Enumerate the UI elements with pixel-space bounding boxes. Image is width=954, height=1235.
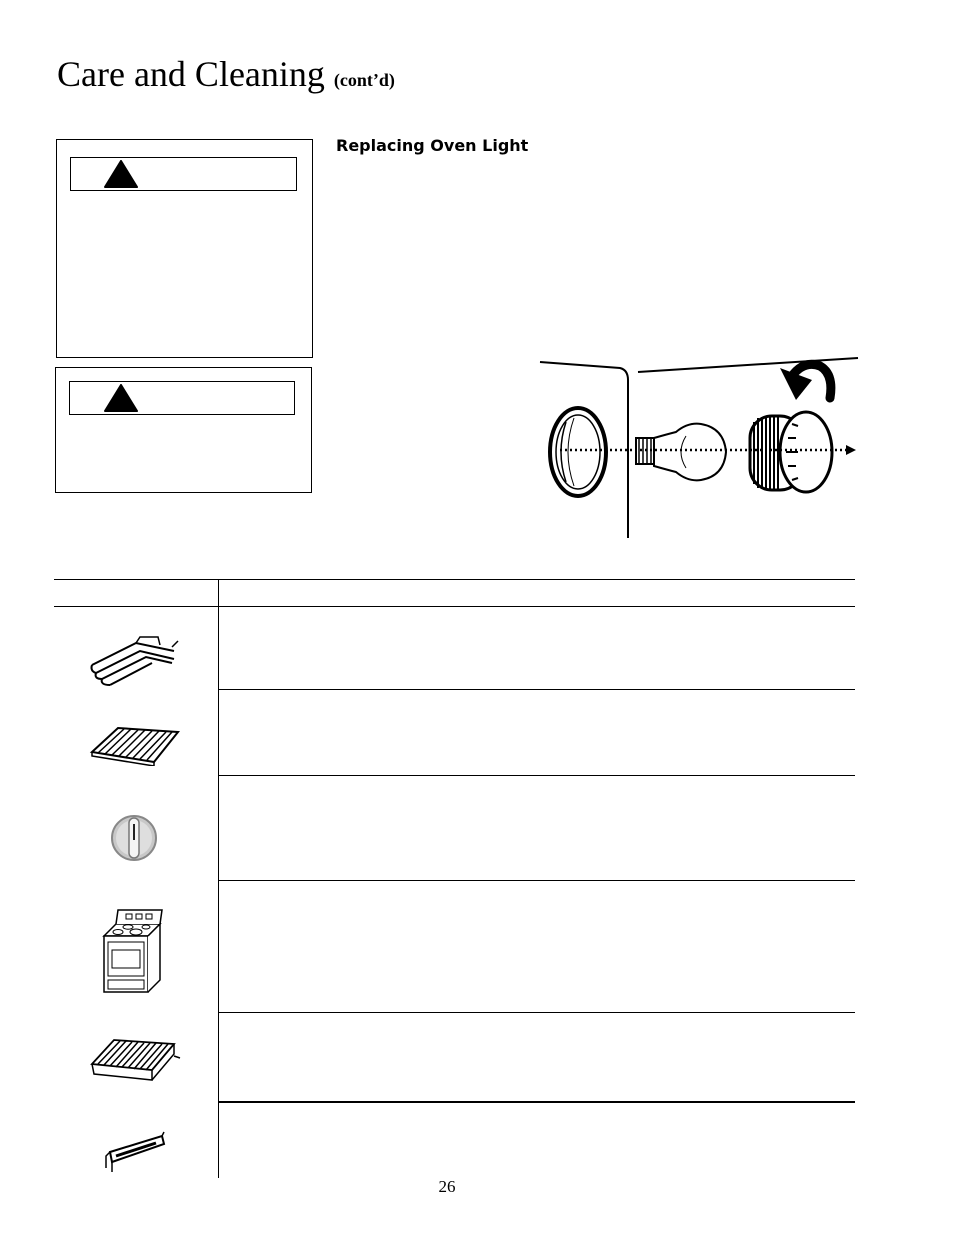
table-row-rule (219, 689, 855, 690)
range-exterior-icon (98, 906, 164, 996)
warning-box-2 (55, 367, 312, 493)
page-title-main: Care and Cleaning (57, 54, 325, 94)
section-heading-replacing-oven-light: Replacing Oven Light (336, 136, 529, 155)
page-number: 26 (438, 1177, 456, 1196)
control-knob-icon (110, 814, 158, 862)
oven-light-replacement-diagram (536, 352, 862, 542)
table-top-rule (54, 579, 855, 580)
broiler-pan-icon (88, 1034, 184, 1096)
warning-header-bar (69, 381, 295, 415)
bake-element-icon (88, 633, 180, 689)
light-cover-icon (750, 412, 832, 492)
storage-drawer-icon (102, 1130, 168, 1174)
table-row-rule (219, 880, 855, 881)
warning-header-bar (70, 157, 297, 191)
page-title-suffix: (cont’d) (333, 70, 395, 90)
table-column-divider (218, 580, 219, 1178)
table-row-rule (219, 775, 855, 776)
page-title (57, 52, 395, 102)
light-bulb-icon (636, 424, 726, 481)
table-row-rule (219, 1012, 855, 1013)
table-row-rule (219, 1101, 855, 1103)
warning-triangle-icon (104, 160, 138, 188)
warning-box-1 (56, 139, 313, 358)
warning-triangle-icon (104, 384, 138, 412)
light-socket-icon (550, 408, 606, 496)
oven-rack-icon (88, 722, 182, 766)
rotate-counterclockwise-arrow-icon (780, 364, 831, 400)
table-header-rule (54, 606, 855, 607)
